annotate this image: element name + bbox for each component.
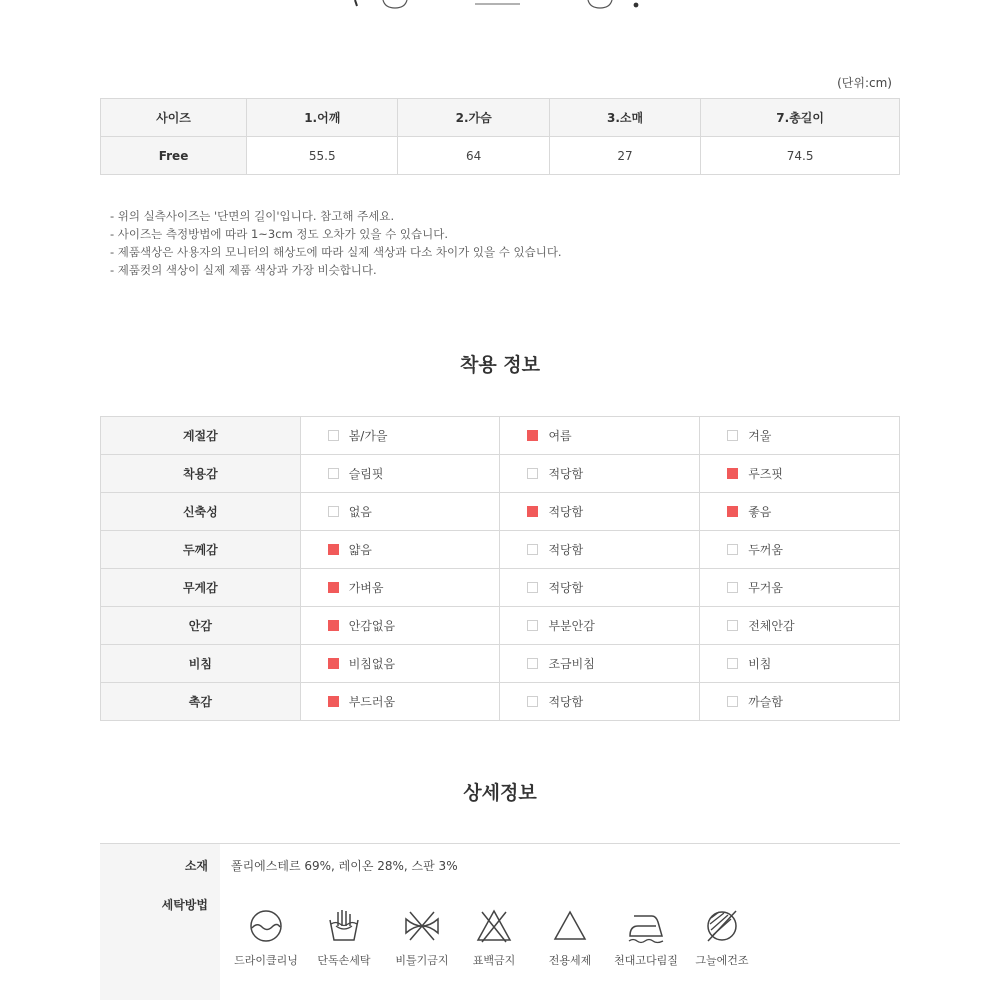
- no-bleach-icon: [474, 906, 514, 946]
- shade-dry-icon: [702, 906, 742, 946]
- unchecked-box-icon: [527, 696, 538, 707]
- checked-box-icon: [727, 468, 738, 479]
- size-header-cell: 사이즈: [101, 99, 247, 137]
- fit-option: [500, 493, 700, 531]
- checked-box-icon: [527, 506, 538, 517]
- fit-option-label: 두꺼움: [748, 543, 783, 557]
- dry-clean-icon: [246, 906, 286, 946]
- size-cell: 55.5: [247, 137, 398, 175]
- size-table: [100, 98, 900, 175]
- fit-row-label: 안감: [101, 607, 301, 645]
- fit-option: [700, 645, 900, 683]
- unchecked-box-icon: [527, 544, 538, 555]
- no-wring-icon: [402, 906, 442, 946]
- unchecked-box-icon: [527, 620, 538, 631]
- fit-option: [700, 607, 900, 645]
- fit-row-label: 착용감: [101, 455, 301, 493]
- checked-box-icon: [527, 430, 538, 441]
- care-item: [682, 906, 762, 968]
- checked-box-icon: [328, 544, 339, 555]
- care-label: 그늘에건조: [695, 954, 749, 967]
- material-label: 소재: [184, 859, 208, 873]
- fit-option-label: 적당함: [548, 505, 584, 519]
- care-item: [606, 906, 686, 968]
- fit-row-label: 촉감: [101, 683, 301, 721]
- fit-option: [300, 569, 500, 607]
- checked-box-icon: [328, 696, 339, 707]
- fit-option: [500, 683, 700, 721]
- fit-option: [700, 531, 900, 569]
- fit-option: [300, 417, 500, 455]
- note-line: - 사이즈는 측정방법에 따라 1~3cm 정도 오차가 있을 수 있습니다.: [110, 227, 449, 241]
- unchecked-box-icon: [527, 468, 538, 479]
- note-line: - 제품색상은 사용자의 모니터의 해상도에 따라 실제 색상과 다소 차이가 있을 수 있습니다.: [110, 245, 562, 259]
- care-item: [304, 906, 384, 968]
- size-cell: 74.5: [701, 137, 900, 175]
- fit-row-label: 신축성: [101, 493, 301, 531]
- detergent-icon: [550, 906, 590, 946]
- size-table-header-row: [101, 99, 900, 137]
- care-label: 표백금지: [472, 954, 516, 967]
- unchecked-box-icon: [328, 468, 339, 479]
- unchecked-box-icon: [727, 696, 738, 707]
- fit-option-label: 슬림핏: [348, 467, 384, 481]
- fit-option: [700, 455, 900, 493]
- size-header-cell: 3.소매: [549, 99, 700, 137]
- fit-option: [500, 417, 700, 455]
- checked-box-icon: [727, 506, 738, 517]
- care-label: 단독손세탁: [317, 954, 371, 967]
- fit-option: [300, 683, 500, 721]
- size-header-cell: 1.어깨: [247, 99, 398, 137]
- fit-option: [700, 683, 900, 721]
- fit-option: [700, 417, 900, 455]
- checked-box-icon: [328, 658, 339, 669]
- fit-option-label: 적당함: [548, 543, 584, 557]
- size-row-label: Free: [101, 137, 247, 175]
- fit-option-label: 무거움: [748, 581, 783, 595]
- care-label: 드라이클리닝: [234, 954, 298, 967]
- detail-info-title: 상세정보: [463, 782, 537, 804]
- fit-option: [500, 645, 700, 683]
- fit-row: [101, 531, 900, 569]
- fit-option-label: 조금비침: [548, 657, 595, 671]
- size-table-row: [101, 137, 900, 175]
- fit-option-label: 비침없음: [348, 657, 396, 671]
- fit-row-label: 비침: [101, 645, 301, 683]
- fit-option-label: 적당함: [548, 581, 584, 595]
- care-item: [530, 906, 610, 968]
- fit-option: [500, 531, 700, 569]
- unchecked-box-icon: [727, 620, 738, 631]
- fit-info-title: 착용 정보: [459, 354, 541, 376]
- unchecked-box-icon: [727, 544, 738, 555]
- fit-option: [700, 569, 900, 607]
- fit-row-label: 두께감: [101, 531, 301, 569]
- fit-option: [300, 455, 500, 493]
- checked-box-icon: [328, 582, 339, 593]
- fit-option-label: 적당함: [548, 695, 584, 709]
- checked-box-icon: [328, 620, 339, 631]
- fit-option-label: 적당함: [548, 467, 584, 481]
- note-line: - 제품컷의 색상이 실제 제품 색상과 가장 비슷합니다.: [110, 263, 377, 277]
- iron-icon: [626, 906, 666, 946]
- fit-row: [101, 493, 900, 531]
- fit-row: [101, 683, 900, 721]
- top-illustration-fragment: [0, 0, 1000, 12]
- unchecked-box-icon: [727, 430, 738, 441]
- unchecked-box-icon: [328, 430, 339, 441]
- fit-option: [500, 607, 700, 645]
- care-item: [382, 906, 462, 968]
- fit-option: [300, 645, 500, 683]
- hand-wash-icon: [324, 906, 364, 946]
- fit-option-label: 루즈핏: [748, 467, 783, 481]
- unchecked-box-icon: [727, 582, 738, 593]
- fit-option-label: 부드러움: [348, 695, 396, 709]
- size-header-cell: 7.총길이: [701, 99, 900, 137]
- fit-option-label: 전체안감: [748, 619, 795, 633]
- fit-row-label: 무게감: [101, 569, 301, 607]
- unchecked-box-icon: [328, 506, 339, 517]
- care-label: 비틀기금지: [395, 954, 449, 967]
- fit-option-label: 안감없음: [348, 619, 396, 633]
- size-cell: 64: [398, 137, 549, 175]
- care-label: 전용세제: [548, 954, 592, 967]
- unit-label: (단위:cm): [837, 76, 892, 90]
- fit-info-table: [100, 416, 900, 721]
- fit-option-label: 봄/가을: [348, 429, 388, 443]
- detail-info-section: [100, 843, 900, 1000]
- fit-option-label: 얇음: [348, 543, 372, 557]
- fit-option: [500, 455, 700, 493]
- fit-option: [500, 569, 700, 607]
- fit-row: [101, 455, 900, 493]
- note-line: - 위의 실측사이즈는 '단면의 길이'입니다. 참고해 주세요.: [110, 209, 395, 223]
- wash-method-label: 세탁방법: [161, 898, 208, 912]
- fit-option-label: 겨울: [748, 429, 772, 443]
- fit-option: [300, 607, 500, 645]
- size-header-cell: 2.가슴: [398, 99, 549, 137]
- fit-row: [101, 417, 900, 455]
- material-value: 폴리에스테르 69%, 레이온 28%, 스판 3%: [231, 859, 458, 873]
- unchecked-box-icon: [727, 658, 738, 669]
- fit-option-label: 좋음: [748, 505, 772, 519]
- fit-option-label: 비침: [748, 657, 772, 671]
- fit-row: [101, 645, 900, 683]
- fit-option-label: 여름: [548, 429, 572, 443]
- fit-option: [300, 493, 500, 531]
- care-item: [454, 906, 534, 968]
- fit-row: [101, 607, 900, 645]
- fit-option-label: 없음: [348, 505, 372, 519]
- fit-option: [300, 531, 500, 569]
- fit-row: [101, 569, 900, 607]
- fit-option: [700, 493, 900, 531]
- unchecked-box-icon: [527, 582, 538, 593]
- fit-option-label: 부분안감: [548, 619, 595, 633]
- fit-option-label: 까슬함: [748, 695, 783, 709]
- size-cell: 27: [549, 137, 700, 175]
- fit-row-label: 계절감: [101, 417, 301, 455]
- care-label: 천대고다림질: [614, 954, 678, 967]
- size-notes: [110, 207, 562, 279]
- unchecked-box-icon: [527, 658, 538, 669]
- fit-option-label: 가벼움: [348, 581, 384, 595]
- care-item: [226, 906, 306, 968]
